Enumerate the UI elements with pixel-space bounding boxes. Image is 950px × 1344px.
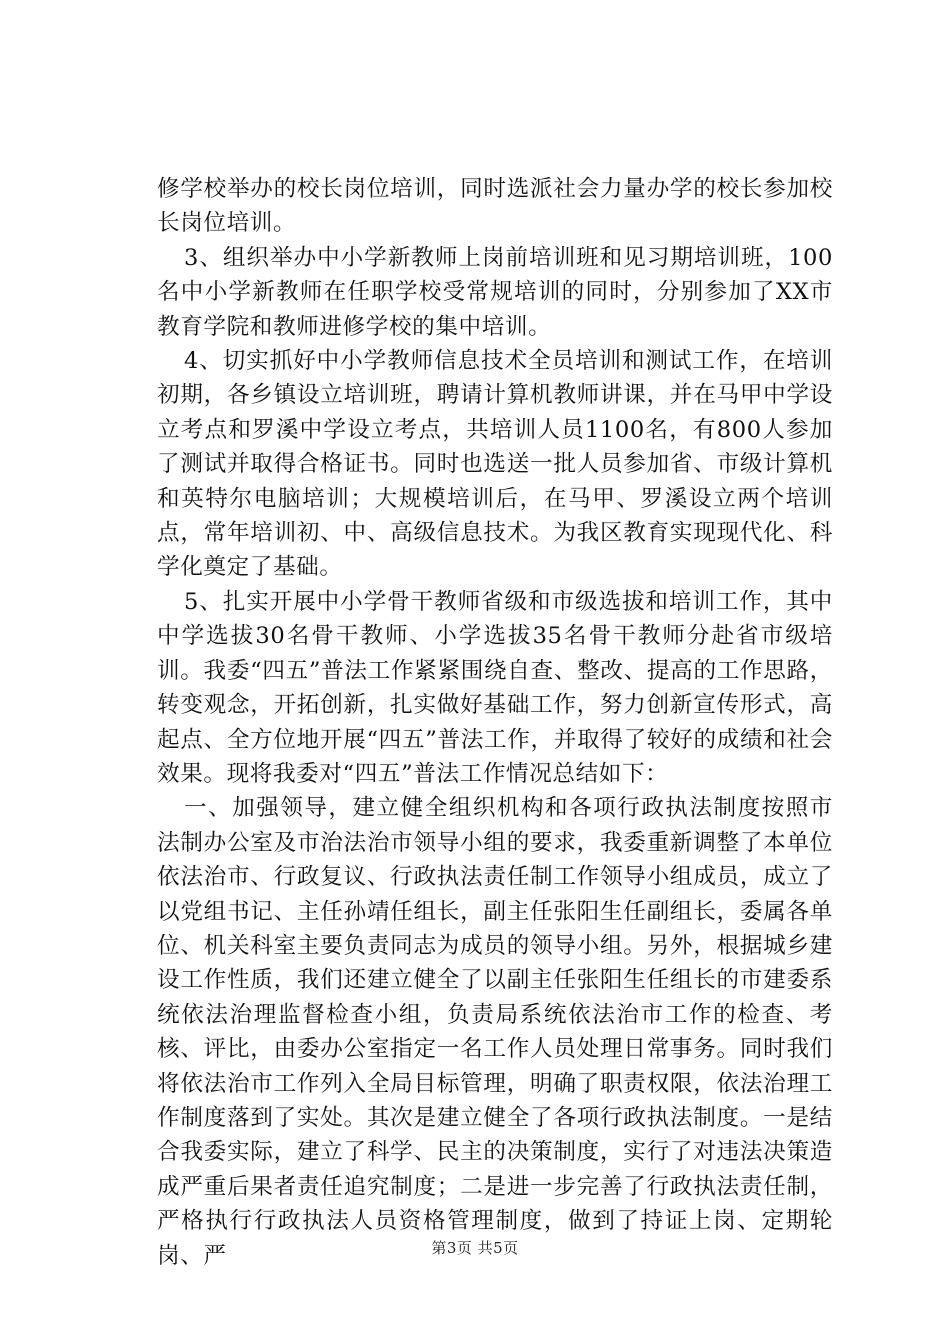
document-body <box>157 172 833 1273</box>
paragraph-section-1: 一、加强领导，建立健全组织机构和各项行政执法制度按照市法制办公室及市治法治市领导小组的要求，我委重新调整了本单位依法治市、行政复议、行政执法责任制工作领导小组成员，成立了以党组书记、主任孙靖任组长，副主任张阳生任副组长，委属各单位、机关科室主要负责同志为成员的领导小组。另外，根据城乡建设工作性质，我们还建立健全了以副主任张阳生任组长的市建委系统依法治理监督检查小组，负责局系统依法治市工作的检查、考核、评比，由委办公室指定一名工作人员处理日常事务。同时我们将依法治市工作列入全局目标管理，明确了职责权限，依法治理工作制度落到了实处。其次是建立健全了各项行政执法制度。一是结合我委实际，建立了科学、民主的决策制度，实行了对违法决策造成严重后果者责任追究制度；二是进一步完善了行政执法责任制，严格执行行政执法人员资格管理制度，做到了持证上岗、定期轮岗、严 <box>157 795 833 1269</box>
paragraph-item-3: 3、组织举办中小学新教师上岗前培训班和见习期培训班，100名中小学新教师在任职学校受常规培训的同时，分别参加了XX市教育学院和教师进修学校的集中培训。 <box>157 244 833 340</box>
paragraph-continuation: 修学校举办的校长岗位培训，同时选派社会力量办学的校长参加校长岗位培训。 <box>157 176 833 237</box>
paragraph-item-5: 5、扎实开展中小学骨干教师省级和市级选拔和培训工作，其中中学选拔30名骨干教师、小学选拔35名骨干教师分赴省市级培训。我委“四五”普法工作紧紧围绕自查、整改、提高的工作思路，转变观念，开拓创新，扎实做好基础工作，努力创新宣传形式，高起点、全方位地开展“四五”普法工作，并取得了较好的成绩和社会效果。现将我委对“四五”普法工作情况总结如下： <box>157 588 833 787</box>
paragraph-item-4: 4、切实抓好中小学教师信息技术全员培训和测试工作，在培训初期，各乡镇设立培训班，聘请计算机教师讲课，并在马甲中学设立考点和罗溪中学设立考点，共培训人员1100名，有800人参加了测试并取得合格证书。同时也选送一批人员参加省、市级计算机和英特尔电脑培训；大规模培训后，在马甲、罗溪设立两个培训点，常年培训初、中、高级信息技术。为我区教育实现现代化、科学化奠定了基础。 <box>157 348 833 581</box>
page-footer: 第3页 共5页 <box>431 1239 519 1257</box>
